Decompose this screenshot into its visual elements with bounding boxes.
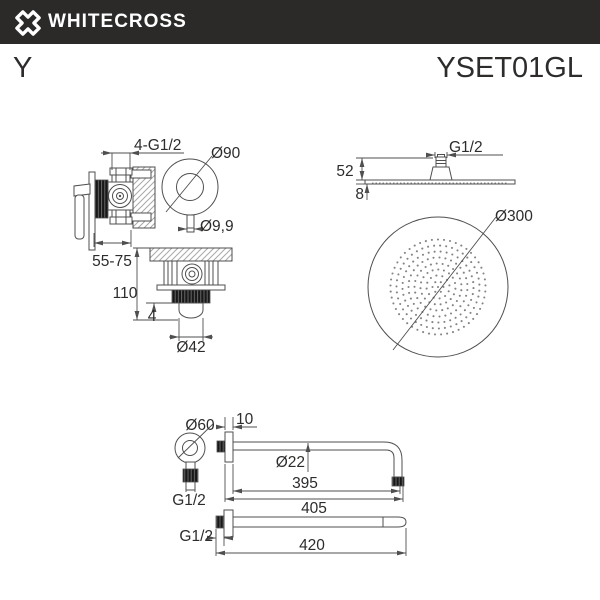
dim-label-straight-thread: G1/2 xyxy=(179,528,213,545)
dim-label-offset-4: 4 xyxy=(147,308,157,325)
dim-label-pin-diameter: Ø9,9 xyxy=(200,218,234,235)
dim-label-flange-diameter: Ø60 xyxy=(185,417,215,434)
dim-label-arm-total: 405 xyxy=(301,500,327,517)
dim-label-escutcheon-diameter: Ø90 xyxy=(211,145,241,162)
dim-label-tube-diameter: Ø22 xyxy=(275,454,305,471)
dim-label-plate-width: 10 xyxy=(236,411,254,428)
model-number: YSET01GL xyxy=(436,51,583,84)
shower-arm-straight-view xyxy=(179,510,406,556)
dim-label-head-diameter: Ø300 xyxy=(495,208,533,225)
showerhead-side-view xyxy=(336,139,515,203)
mixer-front-view xyxy=(162,145,241,235)
dim-label-mixer-depth: 55-75 xyxy=(92,253,132,270)
dim-label-flange-thread: G1/2 xyxy=(172,492,206,509)
dim-label-depth-110: 110 xyxy=(112,285,138,302)
shower-arm-bent-view xyxy=(172,411,404,517)
series-title: Y xyxy=(13,51,33,84)
brand-name: WHITECROSS xyxy=(48,11,187,32)
dim-label-head-thickness: 8 xyxy=(355,186,364,203)
showerhead-face-view xyxy=(368,208,533,357)
dim-label-handle-diameter: Ø42 xyxy=(176,339,206,356)
dim-label-arm-reach: 395 xyxy=(292,475,318,492)
dim-label-straight-length: 420 xyxy=(299,537,325,554)
dim-label-mixer-thread: 4-G1/2 xyxy=(134,137,182,154)
dim-label-head-thread: G1/2 xyxy=(449,139,483,156)
nozzle-dots-field xyxy=(389,238,486,335)
dim-label-head-height: 52 xyxy=(336,163,354,180)
